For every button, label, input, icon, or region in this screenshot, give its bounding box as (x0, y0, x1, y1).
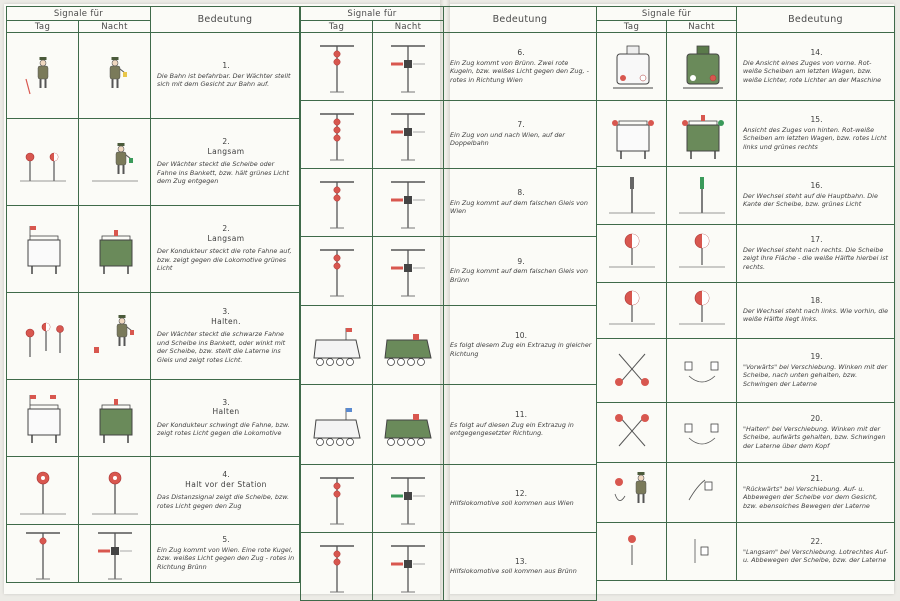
night-signal-cell (667, 33, 737, 101)
signal-title: Langsam (207, 233, 245, 243)
watchman-standing-icon (16, 49, 70, 103)
signal-number: 2. (222, 137, 230, 147)
signal-row (7, 293, 300, 380)
signal-description: Der Wechsel steht auf die Hauptbahn. Die Kante der Scheibe, bzw. grünes Licht (743, 191, 878, 209)
signal-table-right (596, 6, 895, 581)
signal-description: Die Bahn ist befahrbar. Der Wächter stellt sich mit dem Gesicht zur Bahn auf. (157, 71, 291, 89)
night-signal-cell (79, 457, 151, 525)
signals-for-header: Signale für (7, 7, 151, 21)
day-header: Tag (597, 21, 667, 33)
disc-up-down-icon (605, 466, 659, 520)
signal-description: Der Wechsel steht nach links. Wie vorhin, die weiße Hälfte liegt links. (743, 306, 889, 324)
signal-number: 14. (810, 48, 823, 57)
mast-balls-icon (310, 244, 364, 298)
day-signal-cell (597, 101, 667, 167)
signal-row (597, 101, 895, 167)
signal-description: Die Ansicht eines Zuges von vorne. Rot-weiße Scheiben am letzten Wagen, bzw. weiße Lichter, rote Lichter an der Maschine (743, 58, 882, 84)
tender-blue-flag-icon (310, 398, 364, 452)
tender-lamp-icon (381, 398, 435, 452)
signal-description: "Vorwärts" bei Verschiebung. Winken mit der Scheibe, nach unten gehalten, bzw. Schwingen der Laterne (743, 362, 888, 388)
signal-row (301, 465, 597, 533)
night-signal-cell (373, 101, 444, 169)
meaning-cell (737, 33, 895, 101)
meaning-cell (737, 101, 895, 167)
night-signal-cell (667, 283, 737, 339)
locomotive-night-icon (675, 40, 729, 94)
meaning-header: Bedeutung (444, 7, 597, 33)
meaning-cell (444, 465, 597, 533)
night-signal-cell (667, 523, 737, 581)
mast-lamps-icon (88, 527, 142, 581)
signal-row (301, 33, 597, 101)
night-signal-cell (373, 33, 444, 101)
night-signal-cell (373, 169, 444, 237)
night-signal-cell (667, 167, 737, 225)
signal-row (301, 237, 597, 306)
meaning-header: Bedeutung (151, 7, 300, 33)
meaning-cell (151, 206, 300, 293)
wagon-red-light-icon (88, 391, 142, 445)
mast-lamps-icon (381, 244, 435, 298)
meaning-cell (444, 33, 597, 101)
signal-number: 18. (810, 296, 823, 306)
signal-number: 22. (810, 537, 823, 547)
meaning-cell (444, 237, 597, 306)
signals-for-header: Signale für (301, 7, 444, 21)
night-signal-cell (79, 33, 151, 119)
signal-number: 7. (517, 120, 525, 130)
mast-lamps-icon (381, 176, 435, 230)
day-signal-cell (597, 403, 667, 463)
signal-title: Langsam (207, 146, 245, 156)
signal-row (301, 101, 597, 169)
meaning-cell (444, 101, 597, 169)
signal-row (7, 33, 300, 119)
crossed-discs-icon (605, 344, 659, 398)
meaning-cell (151, 33, 300, 119)
signal-number: 1. (222, 61, 230, 71)
distance-signal-disc-icon (16, 464, 70, 518)
day-signal-cell (301, 385, 373, 465)
meaning-cell (444, 533, 597, 601)
switch-disc-night-icon (675, 227, 729, 281)
night-signal-cell (373, 533, 444, 601)
day-header: Tag (301, 21, 373, 33)
watchman-lamp-icon (88, 135, 142, 189)
watchman-night-icon (88, 49, 142, 103)
meaning-cell (151, 457, 300, 525)
wagon-waving-flags-icon (16, 391, 70, 445)
signal-row (597, 339, 895, 403)
wagon-rear-icon (605, 107, 659, 161)
signal-row (597, 403, 895, 463)
waving-disc-icon (16, 309, 70, 363)
signal-description: Ein Zug kommt auf dem falschen Gleis von Wien (450, 198, 588, 216)
day-signal-cell (301, 237, 373, 306)
night-signal-cell (667, 403, 737, 463)
signal-number: 4. (222, 470, 230, 479)
signal-number: 2. (222, 224, 230, 234)
wagon-lamp-icon (88, 222, 142, 276)
signal-number: 3. (222, 307, 230, 316)
signal-number: 15. (810, 115, 823, 124)
wagon-flag-icon (16, 222, 70, 276)
swinging-lanterns-icon (675, 344, 729, 398)
signal-row (301, 385, 597, 465)
signal-number: 8. (517, 188, 525, 198)
signal-row (7, 380, 300, 457)
meaning-cell (737, 225, 895, 283)
meaning-header: Bedeutung (737, 7, 895, 33)
mast-three-balls-icon (310, 108, 364, 162)
signal-row (597, 283, 895, 339)
day-signal-cell (597, 523, 667, 581)
signal-description: "Rückwärts" bei Verschiebung. Auf- u. Abbewegen der Scheibe vor dem Gesicht, bzw. ebensolches Bewegen der Laterne (743, 484, 878, 510)
signal-description: Ansicht des Zuges von hinten. Rot-weiße Scheiben am letzten Wagen, bzw. rotes Licht links und grünes rechts (743, 125, 887, 151)
signal-row (597, 523, 895, 581)
meaning-cell (151, 293, 300, 380)
signal-row (7, 525, 300, 583)
mast-balls-icon (310, 540, 364, 594)
day-signal-cell (597, 339, 667, 403)
signal-number: 9. (517, 256, 525, 266)
day-signal-cell (7, 33, 79, 119)
signal-title: Halten (212, 407, 240, 416)
signal-title: Halten. (211, 316, 241, 326)
disc-in-bank-icon (16, 135, 70, 189)
day-signal-cell (597, 33, 667, 101)
signal-row (301, 306, 597, 385)
meaning-cell (737, 339, 895, 403)
mast-lamps-icon (381, 108, 435, 162)
signal-row (7, 457, 300, 525)
signal-number: 20. (810, 414, 823, 423)
meaning-cell (151, 525, 300, 583)
signal-table-left (6, 6, 300, 583)
signal-row (597, 225, 895, 283)
signal-description: Der Wechsel steht nach rechts. Die Scheibe zeigt ihre Fläche - die weiße Hälfte hierbei ist rechts. (743, 245, 889, 271)
signal-description: Das Distanzsignal zeigt die Scheibe, bzw. rotes Licht gegen den Zug (157, 493, 290, 510)
meaning-cell (151, 380, 300, 457)
lantern-on-track-icon (88, 309, 142, 363)
signal-description: Es folgt auf diesen Zug ein Extrazug in entgegengesetzter Richtung. (450, 420, 574, 438)
locomotive-front-icon (605, 40, 659, 94)
switch-edge-icon (605, 169, 659, 223)
day-signal-cell (597, 167, 667, 225)
switch-disc-icon (605, 227, 659, 281)
meaning-cell (151, 119, 300, 206)
night-signal-cell (373, 385, 444, 465)
night-signal-cell (373, 306, 444, 385)
day-signal-cell (301, 465, 373, 533)
day-signal-cell (7, 457, 79, 525)
signal-title: Halt vor der Station (185, 479, 267, 489)
day-signal-cell (7, 293, 79, 380)
signal-description: Ein Zug von und nach Wien, auf der Doppelbahn (450, 130, 565, 148)
lantern-vertical-icon (675, 525, 729, 579)
meaning-cell (737, 167, 895, 225)
day-signal-cell (7, 525, 79, 583)
signal-number: 13. (515, 556, 527, 566)
signal-number: 3. (222, 397, 230, 407)
day-signal-cell (301, 33, 373, 101)
day-signal-cell (7, 380, 79, 457)
signal-description: Ein Zug kommt von Brünn. Zwei rote Kugeln, bzw. weißes Licht gegen den Zug, - rotes in Richtung Wien (450, 58, 589, 84)
switch-green-light-icon (675, 169, 729, 223)
signal-number: 12. (515, 488, 527, 498)
night-signal-cell (79, 380, 151, 457)
crossed-discs-up-icon (605, 406, 659, 460)
mast-balls-icon (310, 176, 364, 230)
night-signal-cell (373, 465, 444, 533)
mast-lamps-icon (381, 540, 435, 594)
night-signal-cell (667, 101, 737, 167)
day-signal-cell (301, 533, 373, 601)
night-signal-cell (79, 206, 151, 293)
meaning-cell (737, 463, 895, 523)
switch-disc-night-icon (675, 284, 729, 338)
day-signal-cell (597, 463, 667, 523)
meaning-cell (444, 306, 597, 385)
mast-two-balls-icon (310, 40, 364, 94)
disc-vertical-icon (605, 525, 659, 579)
signal-row (301, 533, 597, 601)
night-header: Nacht (79, 21, 151, 33)
day-signal-cell (301, 169, 373, 237)
signal-description: Ein Zug kommt von Wien. Eine rote Kugel, bzw. weißes Licht gegen den Zug - rotes in Richtung Brünn (157, 545, 295, 571)
day-signal-cell (597, 225, 667, 283)
day-signal-cell (301, 306, 373, 385)
night-signal-cell (667, 225, 737, 283)
day-signal-cell (7, 206, 79, 293)
mast-green-lamp-icon (381, 472, 435, 526)
night-header: Nacht (667, 21, 737, 33)
distance-signal-light-icon (88, 464, 142, 518)
signal-row (597, 167, 895, 225)
signal-description: "Halten" bei Verschiebung. Winken mit der Scheibe, aufwärts gehalten, bzw. Schwingen der Laterne über dem Kopf (743, 424, 886, 450)
signal-description: Ein Zug kommt auf dem falschen Gleis von Brünn (450, 267, 588, 284)
wagon-rear-night-icon (675, 107, 729, 161)
signal-description: Der Kondukteur schwingt die Fahne, bzw. zeigt rotes Licht gegen die Lokomotive (157, 420, 290, 437)
day-header: Tag (7, 21, 79, 33)
night-signal-cell (79, 119, 151, 206)
meaning-cell (444, 385, 597, 465)
signal-description: Hilfslokomotive soll kommen aus Brünn (450, 567, 577, 575)
signal-number: 11. (515, 410, 527, 420)
mast-balls-icon (310, 472, 364, 526)
lantern-arc-icon (675, 466, 729, 520)
signal-number: 17. (810, 235, 823, 244)
signal-row (301, 169, 597, 237)
switch-disc-icon (605, 284, 659, 338)
signal-number: 16. (810, 181, 823, 191)
night-signal-cell (373, 237, 444, 306)
day-signal-cell (7, 119, 79, 206)
night-signal-cell (79, 293, 151, 380)
tender-lamp-icon (381, 318, 435, 372)
signal-row (7, 119, 300, 206)
signal-description: "Langsam" bei Verschiebung. Lotrechtes Auf- u. Abbewegen der Scheibe, bzw. der Laterne (743, 547, 888, 565)
signal-row (597, 463, 895, 523)
signal-row (597, 33, 895, 101)
signal-number: 5. (222, 535, 230, 544)
signal-number: 10. (515, 330, 527, 340)
signal-table-middle (300, 6, 597, 601)
day-signal-cell (301, 101, 373, 169)
signal-description: Es folgt diesem Zug ein Extrazug in gleicher Richtung (450, 341, 592, 358)
night-signal-cell (667, 339, 737, 403)
meaning-cell (737, 523, 895, 581)
signal-description: Der Wächter steckt die schwarze Fahne und Scheibe ins Bankett, oder winkt mit der Scheibe, bzw. stellt die Laterne ins Gleis und zeigt rotes Licht. (157, 330, 286, 364)
signal-description: Der Kondukteur steckt die rote Fahne auf, bzw. zeigt gegen die Lokomotive grünes Licht (157, 247, 292, 273)
tender-red-flag-icon (310, 318, 364, 372)
lanterns-overhead-icon (675, 406, 729, 460)
night-signal-cell (79, 525, 151, 583)
mast-lamps-icon (381, 40, 435, 94)
signal-number: 21. (810, 474, 823, 483)
signal-row (7, 206, 300, 293)
signal-description: Der Wächter steckt die Scheibe oder Fahne ins Bankett, bzw. hält grünes Licht dem Zug entgegen (157, 160, 289, 186)
signal-number: 19. (810, 352, 823, 361)
signals-for-header: Signale für (597, 7, 737, 21)
night-header: Nacht (373, 21, 444, 33)
meaning-cell (737, 403, 895, 463)
day-signal-cell (597, 283, 667, 339)
meaning-cell (737, 283, 895, 339)
signal-number: 6. (517, 48, 525, 57)
mast-one-ball-icon (16, 527, 70, 581)
meaning-cell (444, 169, 597, 237)
night-signal-cell (667, 463, 737, 523)
signal-description: Hilfslokomotive soll kommen aus Wien (450, 499, 574, 507)
